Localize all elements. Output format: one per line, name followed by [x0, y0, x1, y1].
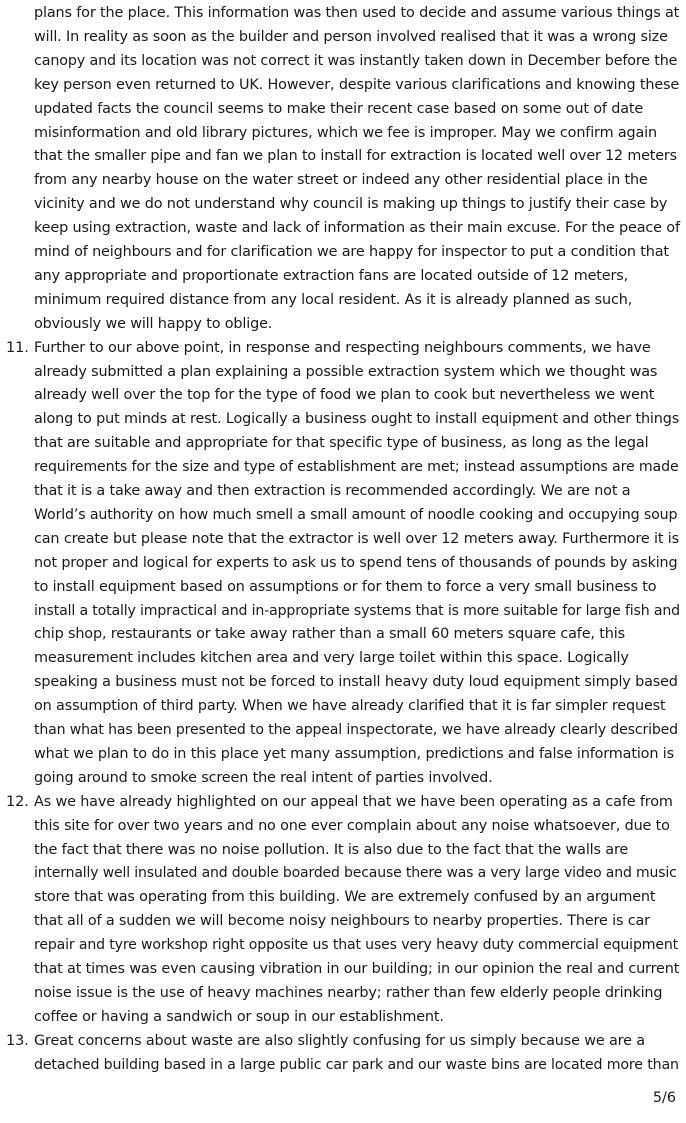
- list-item-line: what we plan to do in this place yet many assumption, predictions and false information is: [34, 745, 674, 762]
- list-item-line: not proper and logical for experts to ask us to spend tens of thousands of pounds by asking: [34, 554, 678, 571]
- list-item-line: the fact that there was no noise pollution. It is also due to the fact that the walls are: [34, 841, 629, 858]
- list-item-line: already well over the top for the type of food we plan to cook but nevertheless we went: [34, 387, 655, 404]
- paragraph-line: keep using extraction, waste and lack of information as their main excuse. For the peace of: [34, 220, 680, 237]
- list-item-number: 13.: [6, 1032, 29, 1049]
- list-item-line: As we have already highlighted on our appeal that we have been operating as a cafe from: [34, 793, 673, 810]
- list-item-line: internally well insulated and double boarded because there was a very large video and music: [34, 865, 677, 882]
- list-item-line: install a totally impractical and in-appropriate systems that is more suitable for large fish and: [34, 602, 680, 619]
- list-item-number: 12.: [6, 793, 29, 810]
- paragraph-line: from any nearby house on the water street or indeed any other residential place in the: [34, 172, 648, 189]
- list-item-line: to install equipment based on assumptions or for them to force a very small business to: [34, 578, 657, 595]
- paragraph-line: canopy and its location was not correct it was instantly taken down in December before the: [34, 52, 678, 69]
- paragraph-line: misinformation and old library pictures, which we fee is improper. May we confirm again: [34, 124, 658, 141]
- list-item-number: 11.: [6, 339, 29, 356]
- list-item-line: that are suitable and appropriate for that specific type of business, as long as the legal: [34, 435, 649, 452]
- list-item-line: World’s authority on how much smell a small amount of noodle cooking and occupying soup: [34, 506, 678, 523]
- list-item-line: chip shop, restaurants or take away rather than a small 60 meters square cafe, this: [34, 626, 625, 643]
- paragraph-line: obviously we will happy to oblige.: [34, 315, 273, 332]
- page-number: 5/6: [652, 1090, 676, 1106]
- list-item-line: coffee or having a sandwich or soup in our establishment.: [34, 1008, 444, 1025]
- list-item-line: already submitted a plan explaining a possible extraction system which we thought was: [34, 363, 658, 380]
- list-item-line: this site for over two years and no one ever complain about any noise whatsoever, due to: [34, 817, 670, 834]
- list-item-line: that it is a take away and then extraction is recommended accordingly. We are not a: [34, 483, 631, 499]
- list-item-line: Further to our above point, in response and respecting neighbours comments, we have: [34, 339, 651, 356]
- list-item-line: along to put minds at rest. Logically a business ought to install equipment and other things: [34, 411, 680, 428]
- list-item-line: can create but please note that the extractor is well over 12 meters away. Furthermore it is: [34, 530, 679, 547]
- list-item-line: going around to smoke screen the real intent of parties involved.: [34, 769, 493, 786]
- paragraph-line: updated facts the council seems to make their recent case based on some out of date: [34, 100, 644, 117]
- list-item-line: detached building based in a large public car park and our waste bins are located more than: [34, 1056, 679, 1073]
- list-item-line: speaking a business must not be forced to install heavy duty loud equipment simply based: [34, 674, 678, 691]
- list-item-line: that all of a sudden we will become noisy neighbours to nearby properties. There is car: [34, 913, 650, 930]
- paragraph-line: that the smaller pipe and fan we plan to install for extraction is located well over 12 meters: [34, 148, 677, 165]
- paragraph-line: vicinity and we do not understand why council is making up things to justify their case by: [34, 196, 668, 213]
- list-item-line: noise issue is the use of heavy machines nearby; rather than few elderly people drinking: [34, 984, 663, 1001]
- list-item-line: requirements for the size and type of establishment are met; instead assumptions are made: [34, 459, 679, 476]
- list-item-line: that at times was even causing vibration in our building; in our opinion the real and current: [34, 961, 680, 977]
- paragraph-line: minimum required distance from any local resident. As it is already planned as such,: [34, 291, 633, 308]
- paragraph-line: key person even returned to UK. However, despite various clarifications and knowing these: [34, 76, 680, 93]
- paragraph-line: plans for the place. This information was then used to decide and assume various things at: [34, 5, 680, 21]
- list-item-line: than what has been presented to the appeal inspectorate, we have already clearly described: [34, 722, 678, 738]
- paragraph-line: mind of neighbours and for clarification we are happy for inspector to put a condition that: [34, 244, 669, 260]
- list-item-line: repair and tyre workshop right opposite us that uses very heavy duty commercial equipment: [34, 937, 679, 954]
- list-item-line: measurement includes kitchen area and very large toilet within this space. Logically: [34, 650, 629, 667]
- list-item-line: Great concerns about waste are also slightly confusing for us simply because we are a: [34, 1032, 645, 1049]
- list-item-line: store that was operating from this building. We are extremely confused by an argument: [34, 889, 656, 906]
- paragraph-line: any appropriate and proportionate extraction fans are located outside of 12 meters,: [34, 267, 629, 284]
- paragraph-line: will. In reality as soon as the builder and person involved realised that it was a wrong size: [34, 28, 668, 45]
- list-item-line: on assumption of third party. When we have already clarified that it is far simpler request: [34, 698, 666, 715]
